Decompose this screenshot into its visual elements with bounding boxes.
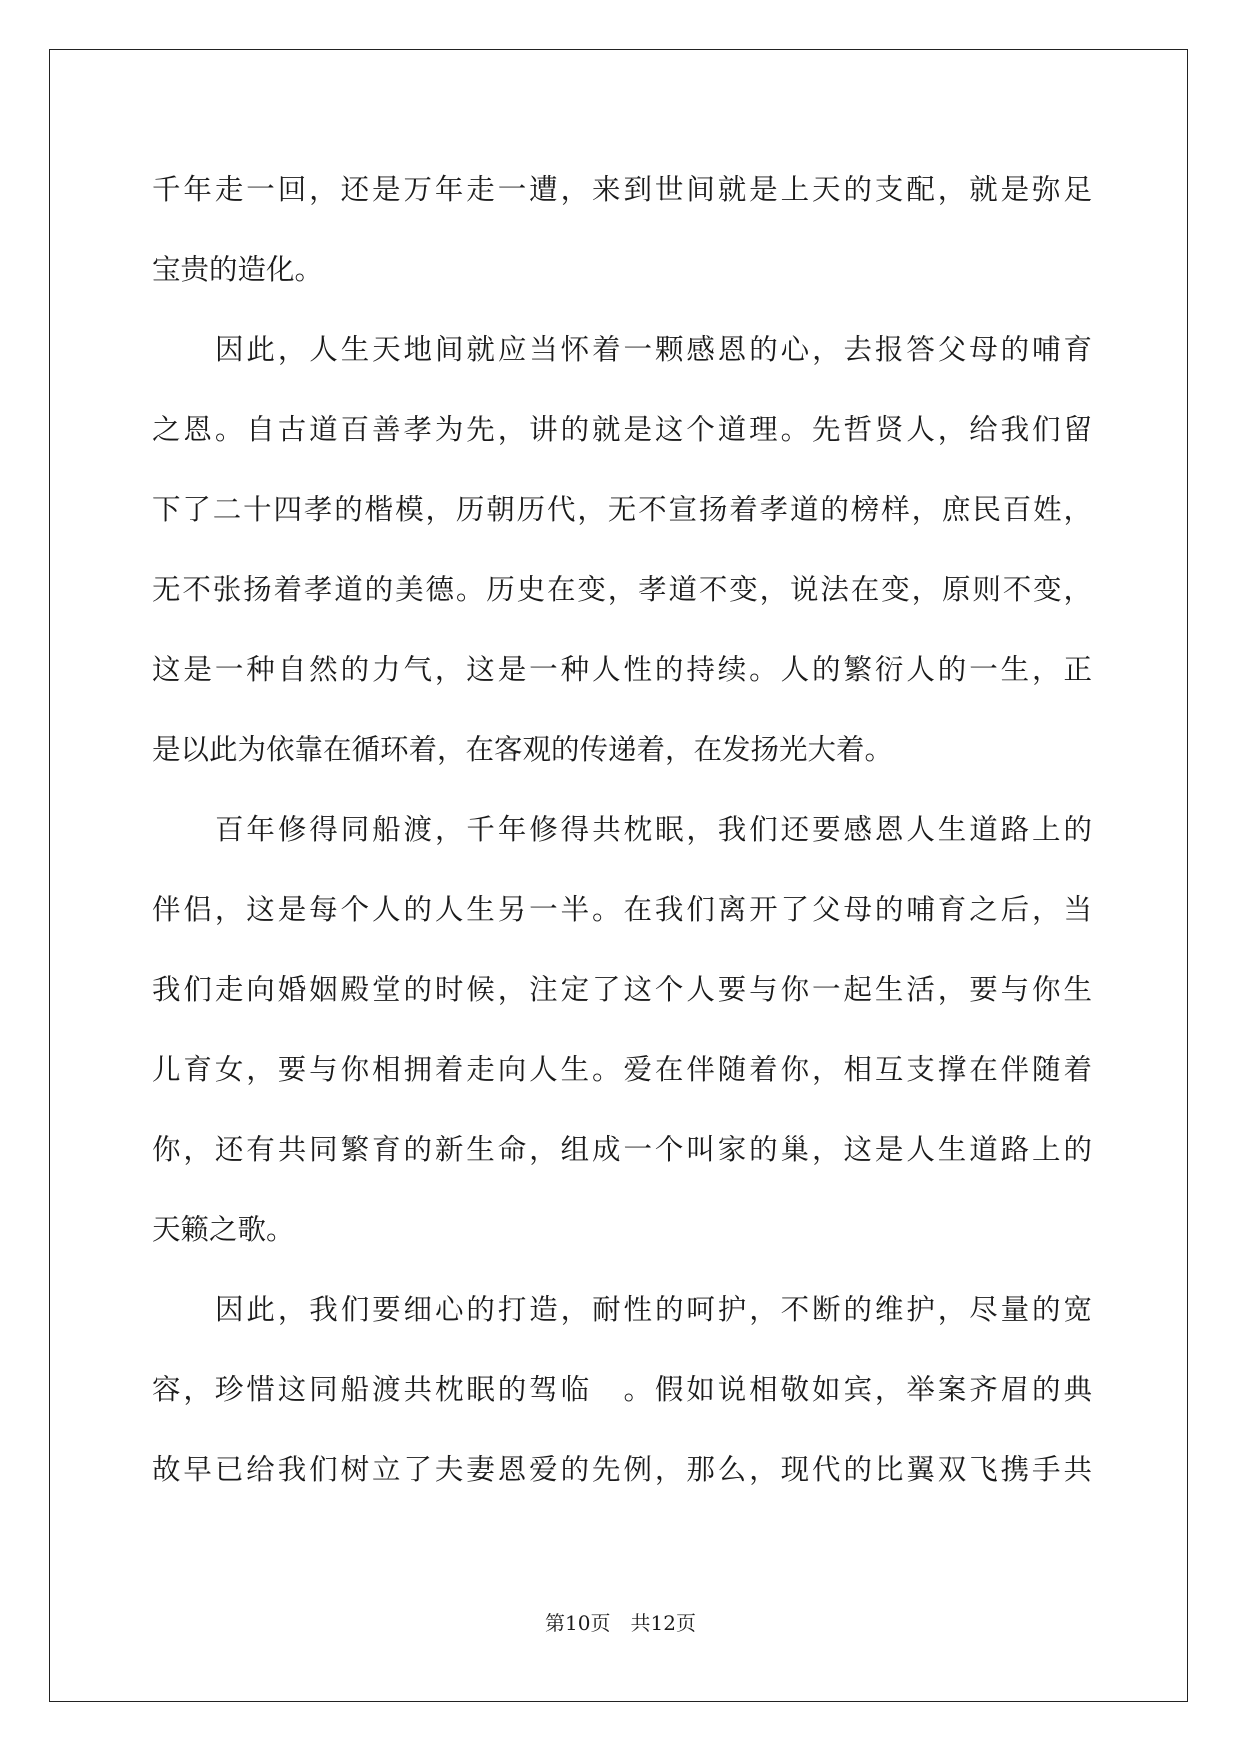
- page-number: 第10页 共12页: [545, 1611, 696, 1635]
- document-body: [152, 150, 1092, 1510]
- text-line: 因此，我们要细心的打造，耐性的呵护，不断的维护，尽量的宽: [215, 1293, 1092, 1326]
- text-line: 之恩。自古道百善孝为先，讲的就是这个道理。先哲贤人，给我们留: [152, 413, 1092, 446]
- text-line: 故早已给我们树立了夫妻恩爱的先例，那么，现代的比翼双飞携手共: [152, 1453, 1092, 1486]
- text-line: 我们走向婚姻殿堂的时候，注定了这个人要与你一起生活，要与你生: [152, 973, 1092, 1006]
- text-line: 伴侣，这是每个人的人生另一半。在我们离开了父母的哺育之后，当: [152, 893, 1092, 926]
- page-footer: [0, 1610, 1241, 1636]
- text-line: 千年走一回，还是万年走一遭，来到世间就是上天的支配，就是弥足: [152, 173, 1092, 206]
- paragraph: [152, 310, 1092, 790]
- text-line: 无不张扬着孝道的美德。历史在变，孝道不变，说法在变，原则不变，: [152, 573, 1092, 606]
- text-line: 百年修得同船渡，千年修得共枕眠，我们还要感恩人生道路上的: [215, 813, 1092, 846]
- paragraph: [152, 150, 1092, 310]
- text-line: 下了二十四孝的楷模，历朝历代，无不宣扬着孝道的榜样，庶民百姓，: [152, 493, 1092, 526]
- text-line: 宝贵的造化。: [152, 253, 324, 286]
- text-line: 你，还有共同繁育的新生命，组成一个叫家的巢，这是人生道路上的: [152, 1133, 1092, 1166]
- text-line: 是以此为依靠在循环着，在客观的传递着，在发扬光大着。: [152, 733, 894, 766]
- text-line: 天籁之歌。: [152, 1213, 295, 1246]
- text-line: 这是一种自然的力气，这是一种人性的持续。人的繁衍人的一生，正: [152, 653, 1092, 686]
- text-line: 因此，人生天地间就应当怀着一颗感恩的心，去报答父母的哺育: [215, 333, 1092, 366]
- paragraph: [152, 1270, 1092, 1510]
- paragraph: [152, 790, 1092, 1270]
- text-line: 儿育女，要与你相拥着走向人生。爱在伴随着你，相互支撑在伴随着: [152, 1053, 1092, 1086]
- text-line: 容，珍惜这同船渡共枕眠的驾临 。假如说相敬如宾，举案齐眉的典: [152, 1373, 1092, 1406]
